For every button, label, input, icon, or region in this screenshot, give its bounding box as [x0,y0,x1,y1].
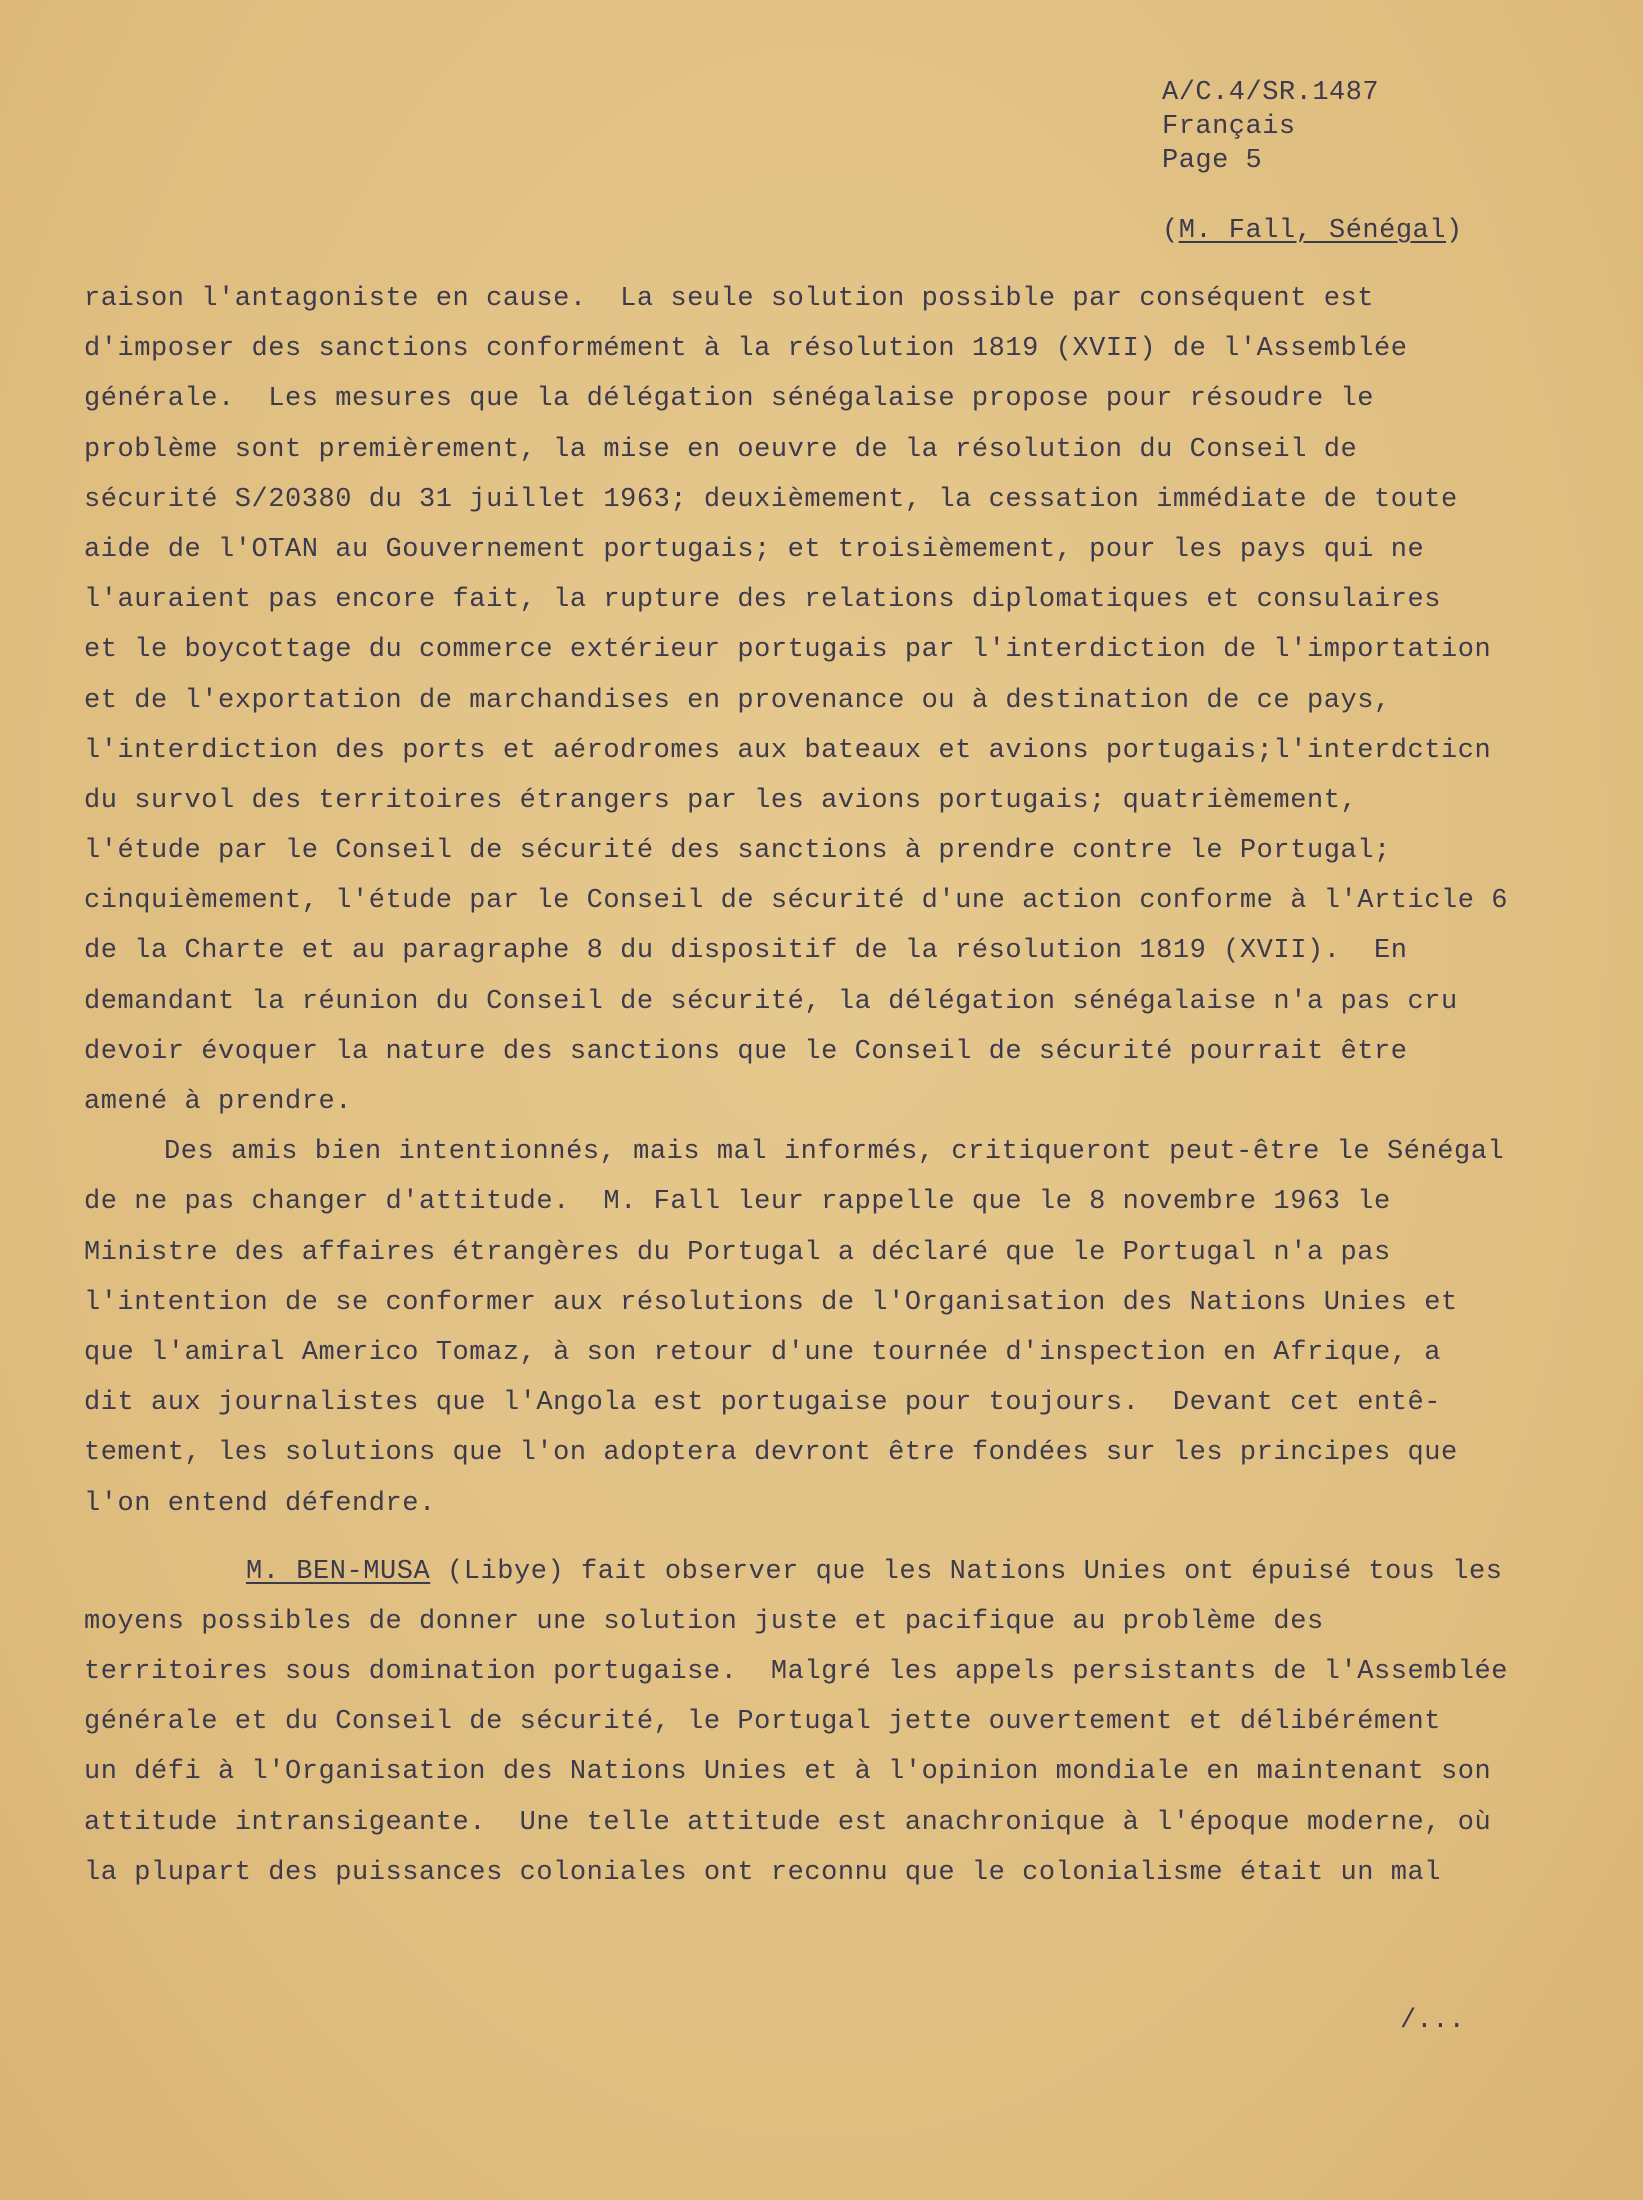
speaker-name: M. BEN-MUSA [246,1556,431,1587]
text-line: tement, les solutions que l'on adoptera devront être fondées sur les principes que [84,1438,1458,1469]
paragraph-gap [84,1537,1564,1555]
text-line: Des amis bien intentionnés, mais mal informés, critiqueront peut-être le Sénégal [164,1137,1505,1168]
text-line: moyens possibles de donner une solution juste et pacifique au problème des [84,1606,1324,1637]
text-line: que l'amiral Americo Tomaz, à son retour d'une tournée d'inspection en Afrique, a [84,1337,1441,1368]
continuation-mark: /... [1400,2006,1465,2036]
document-header [1162,76,1379,178]
text-line: territoires sous domination portugaise. Malgré les appels persistants de l'Assemblée [84,1657,1508,1688]
text-line: du survol des territoires étrangers par les avions portugais; quatrièmement, [84,785,1358,816]
text-line: devoir évoquer la nature des sanctions que le Conseil de sécurité pourrait être [84,1036,1408,1067]
text-line: l'on entend défendre. [84,1488,436,1519]
text-line: cinquièmement, l'étude par le Conseil de sécurité d'une action conforme à l'Article 6 [84,886,1508,917]
text-line: générale et du Conseil de sécurité, le Portugal jette ouvertement et délibérément [84,1707,1441,1738]
text-line: et le boycottage du commerce extérieur portugais par l'interdiction de l'importation [84,635,1492,666]
text-line: attitude intransigeante. Une telle attitude est anachronique à l'époque moderne, où [84,1807,1492,1838]
text-line: aide de l'OTAN au Gouvernement portugais; et troisièmement, pour les pays qui ne [84,534,1425,565]
text-line: demandant la réunion du Conseil de sécurité, la délégation sénégalaise n'a pas cru [84,986,1458,1017]
text-line: l'auraient pas encore fait, la rupture des relations diplomatiques et consulaires [84,585,1441,616]
speaker-heading-name: M. Fall, Sénégal [1178,216,1446,246]
paragraph-3 [84,1555,1564,1906]
text-line: sécurité S/20380 du 31 juillet 1963; deuxièmement, la cessation immédiate de toute [84,484,1458,515]
text-line: l'intention de se conformer aux résolutions de l'Organisation des Nations Unies et [84,1287,1458,1318]
text-line: l'étude par le Conseil de sécurité des sanctions à prendre contre le Portugal; [84,836,1391,867]
speaker-heading: (M. Fall, Sénégal) [1162,216,1463,246]
text-line: de la Charte et au paragraphe 8 du dispositif de la résolution 1819 (XVII). En [84,936,1408,967]
text-line: de ne pas changer d'attitude. M. Fall leur rappelle que le 8 novembre 1963 le [84,1187,1391,1218]
document-language: Français [1162,112,1296,142]
text-line: M. BEN-MUSA (Libye) fait observer que les Nations Unies ont épuisé tous les [246,1556,1503,1587]
document-symbol: A/C.4/SR.1487 [1162,78,1380,108]
text-line: dit aux journalistes que l'Angola est portugaise pour toujours. Devant cet entê- [84,1388,1441,1419]
text-line: amené à prendre. [84,1087,353,1117]
text-line: l'interdiction des ports et aérodromes aux bateaux et avions portugais;l'interdcticn [84,735,1492,766]
text-line: problème sont premièrement, la mise en oeuvre de la résolution du Conseil de [84,434,1358,465]
text-line: un défi à l'Organisation des Nations Unies et à l'opinion mondiale en maintenant son [84,1757,1492,1788]
text-line: générale. Les mesures que la délégation sénégalaise propose pour résoudre le [84,384,1374,415]
text-line: et de l'exportation de marchandises en provenance ou à destination de ce pays, [84,685,1391,716]
page-number: Page 5 [1162,146,1263,176]
text-line: la plupart des puissances coloniales ont reconnu que le colonialisme était un mal [84,1857,1441,1888]
text-line: raison l'antagoniste en cause. La seule solution possible par conséquent est [84,284,1374,314]
paragraph-2 [84,1135,1564,1537]
text-line: Ministre des affaires étrangères du Portugal a déclaré que le Portugal n'a pas [84,1237,1391,1268]
text-line: d'imposer des sanctions conformément à la résolution 1819 (XVII) de l'Assemblée [84,334,1408,365]
paragraph-1 [84,282,1564,1135]
body-text [84,282,1564,1906]
